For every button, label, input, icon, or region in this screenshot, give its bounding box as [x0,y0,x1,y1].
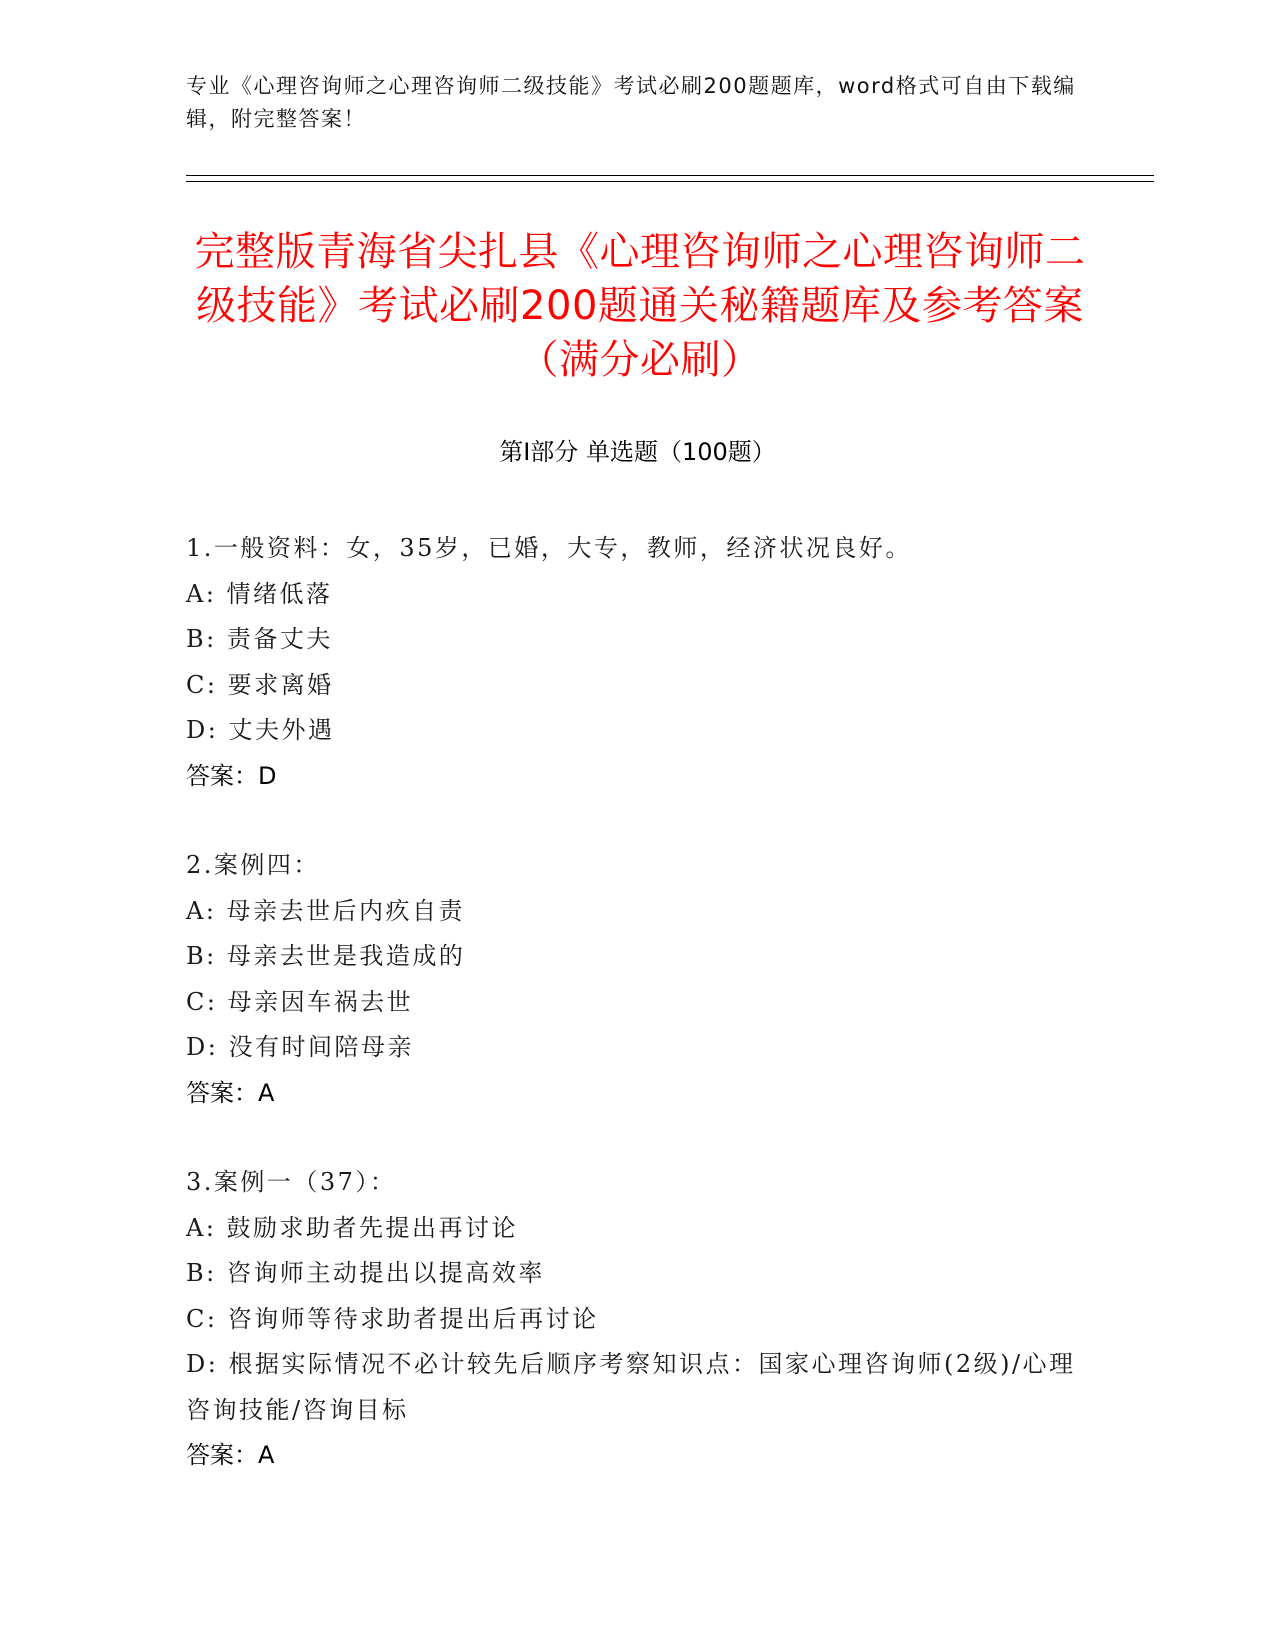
question-stem: 2.案例四： [186,851,320,879]
document-title: 完整版青海省尖扎县《心理咨询师之心理咨询师二级技能》考试必刷200题通关秘籍题库及参考答案（满分必刷） [194,229,1086,383]
answer: 答案：D [186,761,277,790]
answer: 答案：A [186,1078,275,1107]
section-title: 第I部分 单选题（100题） [499,438,776,466]
question-stem: 3.案例一（37）： [186,1168,397,1196]
question-1 [186,526,1086,799]
option-a: A: 母亲去世后内疚自责 [186,896,466,925]
question-3 [186,1160,1086,1479]
option-d: D: 根据实际情况不必计较先后顺序考察知识点：国家心理咨询师(2级)/心理咨询技能/咨询目标 [186,1350,1076,1424]
option-a: A: 情绪低落 [186,579,333,608]
question-stem: 1.一般资料：女，35岁，已婚，大专，教师，经济状况良好。 [186,534,912,562]
header-rule-top [186,175,1154,176]
option-b: B: 母亲去世是我造成的 [186,942,466,970]
option-c: C: 咨询师等待求助者提出后再讨论 [186,1304,599,1333]
question-2 [186,843,1086,1116]
header-rule-bottom [186,181,1154,182]
option-c: C: 要求离婚 [186,670,334,699]
option-a: A: 鼓励求助者先提出再讨论 [186,1213,519,1242]
answer: 答案：A [186,1441,275,1469]
option-b: B: 咨询师主动提出以提高效率 [186,1259,545,1287]
option-d: D: 丈夫外遇 [186,716,335,744]
option-d: D: 没有时间陪母亲 [186,1033,414,1061]
question-list [186,526,1086,1523]
option-b: B: 责备丈夫 [186,625,333,653]
option-c: C: 母亲因车祸去世 [186,987,414,1016]
header-note: 专业《心理咨询师之心理咨询师二级技能》考试必刷200题题库，word格式可自由下载编辑，附完整答案！ [186,74,1076,131]
